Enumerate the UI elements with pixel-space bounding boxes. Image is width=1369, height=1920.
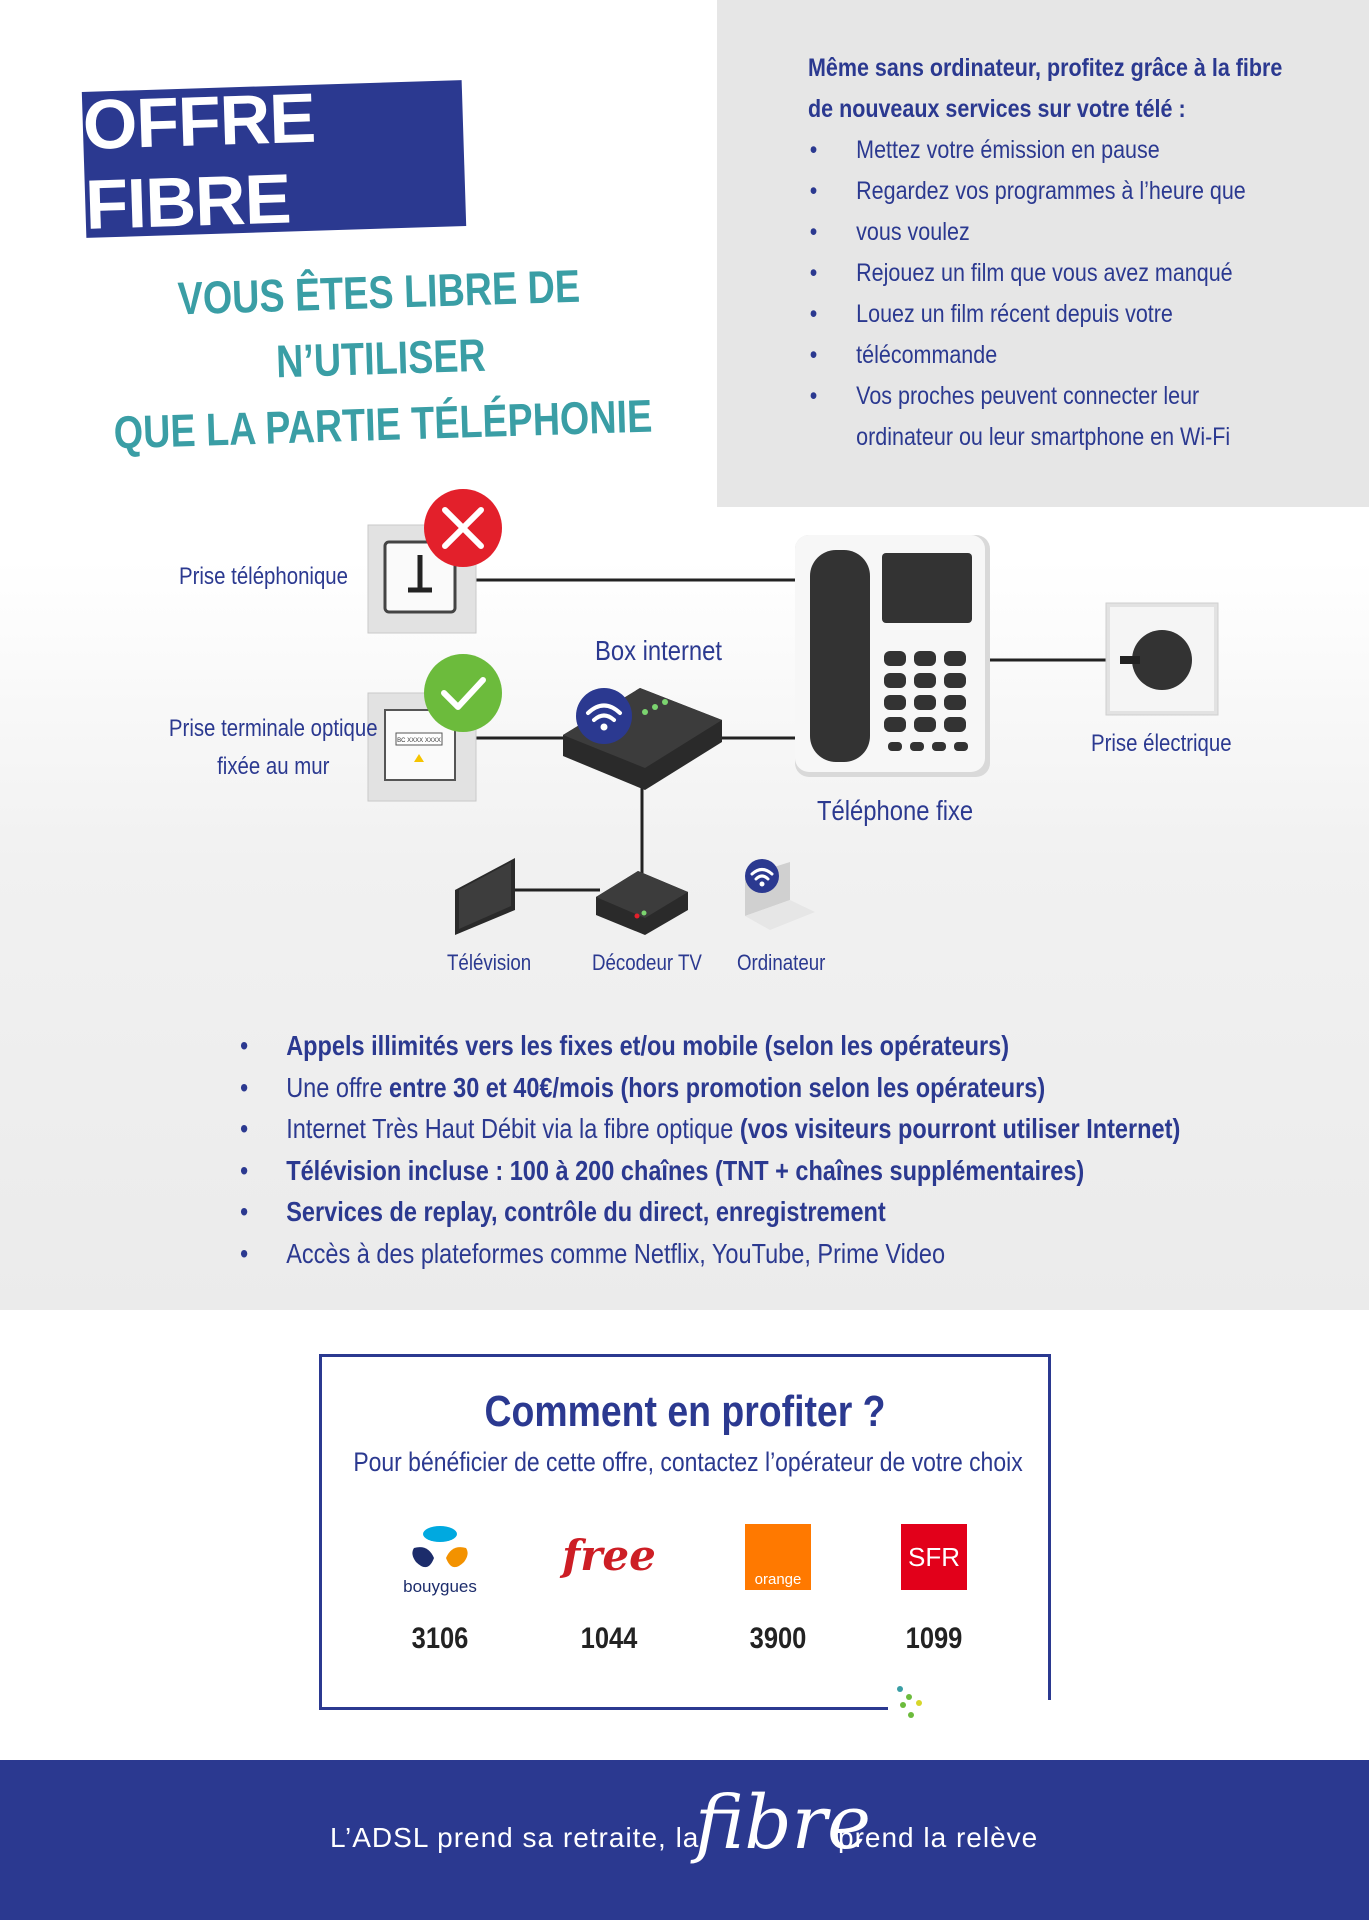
panel-bullet: • télécommande xyxy=(808,335,1341,376)
feature-text: Accès à des plateformes comme Netflix, YouTube, Prime Video xyxy=(286,1237,946,1269)
optical-jack-label-line1: Prise terminale optique xyxy=(168,715,378,742)
sfr-logo-icon xyxy=(864,1522,1004,1602)
decoder-icon xyxy=(596,871,688,935)
operator-number: 1044 xyxy=(580,1622,638,1655)
subtitle-line1: VOUS ÊTES LIBRE DE N’UTILISER xyxy=(176,259,581,388)
power-outlet-icon xyxy=(1106,603,1218,715)
panel-intro-line2: de nouveaux services sur votre télé : xyxy=(808,95,1186,123)
subtitle-line2: QUE LA PARTIE TÉLÉPHONIE xyxy=(112,389,653,459)
orange-logo-icon xyxy=(708,1522,848,1602)
panel-bullet-continuation: ordinateur ou leur smartphone en Wi-Fi xyxy=(856,423,1231,451)
feature-text: Télévision incluse : 100 à 200 chaînes (TNT + chaînes supplémentaires) xyxy=(286,1154,1085,1186)
svg-text:BC XXXX XXXX: BC XXXX XXXX xyxy=(397,738,441,744)
feature-text: Services de replay, contrôle du direct, enregistrement xyxy=(286,1196,886,1227)
page-title: OFFRE FIBRE xyxy=(81,78,317,244)
optical-jack-label xyxy=(159,710,389,786)
footer-brand: fibre xyxy=(695,1780,871,1866)
feature-item xyxy=(240,1150,1248,1192)
operator-number: 3900 xyxy=(749,1622,807,1655)
phone-jack-label: Prise téléphonique xyxy=(179,563,348,590)
landline-phone-icon xyxy=(795,535,990,777)
svg-text:SFR: SFR xyxy=(908,1542,960,1572)
footer-slogan xyxy=(0,1760,1369,1920)
how-title: Comment en profiter ? xyxy=(484,1387,886,1436)
footer-banner xyxy=(0,1760,1369,1920)
wifi-icon xyxy=(576,688,632,744)
sparkle-dots-icon xyxy=(895,1685,935,1725)
cross-icon xyxy=(424,489,502,567)
feature-text-bold: (vos visiteurs pourront utiliser Internet) xyxy=(739,1113,1181,1144)
how-to-box xyxy=(319,1354,1051,1710)
panel-bullet: • Vos proches peuvent connecter leur xyxy=(808,376,1341,417)
svg-text:bouygues: bouygues xyxy=(403,1577,477,1596)
panel-intro-line1: Même sans ordinateur, profitez grâce à la fibre xyxy=(808,54,1283,82)
feature-item xyxy=(240,1108,1248,1150)
computer-label: Ordinateur xyxy=(737,950,826,975)
panel-bullet: • Louez un film récent depuis votre xyxy=(808,294,1341,335)
operator-number: 1099 xyxy=(905,1622,963,1655)
operator-sfr xyxy=(864,1522,1004,1655)
bouygues-logo-icon xyxy=(370,1522,510,1602)
free-logo-icon xyxy=(539,1522,679,1602)
panel-bullet: • vous voulez xyxy=(808,212,1341,253)
tv-services-text xyxy=(808,48,1283,458)
operator-bouygues xyxy=(370,1522,510,1655)
feature-item xyxy=(240,1191,1248,1233)
panel-bullet-list xyxy=(808,130,1255,417)
optical-jack-label-line2: fixée au mur xyxy=(217,753,330,780)
title-banner xyxy=(81,78,466,244)
feature-text: Une offre xyxy=(286,1071,390,1103)
check-icon xyxy=(424,654,502,732)
feature-text: Internet Très Haut Débit via la fibre optique xyxy=(286,1113,740,1144)
power-outlet-label: Prise électrique xyxy=(1091,730,1232,757)
tv-label: Télévision xyxy=(447,950,532,975)
svg-text:orange: orange xyxy=(754,1571,802,1588)
decoder-label: Décodeur TV xyxy=(592,950,702,975)
how-subtitle: Pour bénéficier de cette offre, contactez l’opérateur de votre choix xyxy=(353,1447,1023,1477)
operator-free xyxy=(539,1522,679,1655)
feature-item xyxy=(240,1025,1248,1067)
feature-item xyxy=(240,1067,1248,1109)
laptop-wifi-icon xyxy=(745,859,779,893)
television-icon xyxy=(455,858,515,935)
panel-bullet: • Regardez vos programmes à l’heure que xyxy=(808,171,1341,212)
panel-bullet: • Mettez votre émission en pause xyxy=(808,130,1341,171)
footer-text-part1: L’ADSL prend sa retraite, la xyxy=(330,1822,700,1853)
panel-bullet: • Rejouez un film que vous avez manqué xyxy=(808,253,1341,294)
svg-text:free: free xyxy=(562,1531,656,1580)
page-subtitle xyxy=(95,250,667,466)
landline-label: Téléphone fixe xyxy=(817,795,974,826)
operator-orange xyxy=(708,1522,848,1655)
feature-item xyxy=(240,1233,1248,1275)
operator-number: 3106 xyxy=(411,1622,469,1655)
feature-text-bold: entre 30 et 40€/mois (hors promotion selon les opérateurs) xyxy=(389,1071,1046,1103)
features-list xyxy=(240,1025,1290,1274)
feature-text: Appels illimités vers les fixes et/ou mobile (selon les opérateurs) xyxy=(286,1030,1010,1061)
footer-text-part2: prend la relève xyxy=(838,1822,1039,1853)
box-label: Box internet xyxy=(595,635,723,666)
